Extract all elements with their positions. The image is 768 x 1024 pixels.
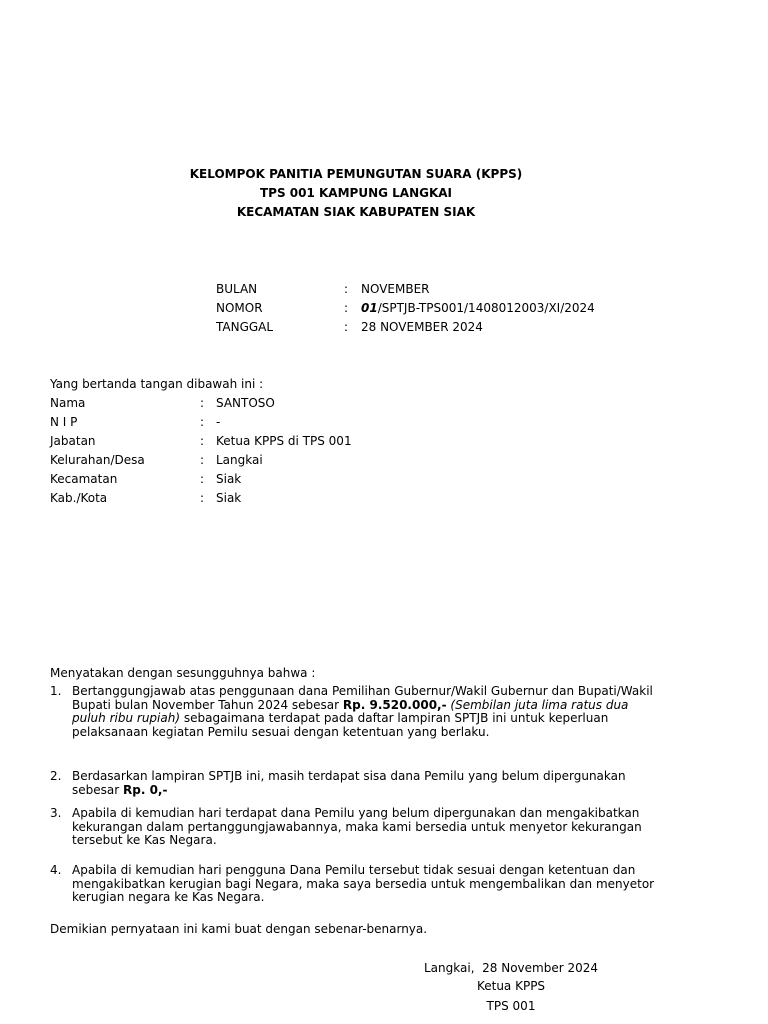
signatory-label: Kelurahan/Desa (50, 453, 145, 467)
item-number: 4. (50, 863, 62, 877)
bulan-colon: : (344, 282, 349, 296)
signatory-value: Langkai (216, 453, 263, 467)
signatory-value: Ketua KPPS di TPS 001 (216, 434, 352, 448)
signatory-row (50, 432, 450, 451)
item-text: Apabila di kemudian hari terdapat dana Pemilu yang belum dipergunakan dan mengakibatkan kekurangan dalam pertanggungjawabannya, maka kami bersedia untuk menyetor kekurangan tersebut ke Kas Negara. (72, 806, 642, 847)
statement-item-4 (50, 864, 670, 909)
statement-item-3 (50, 807, 670, 852)
signatory-intro: Yang bertanda tangan dibawah ini : (50, 377, 264, 391)
signatory-value: - (216, 415, 221, 429)
item-2-amount: Rp. 0,- (123, 782, 168, 797)
nomor-colon: : (344, 301, 349, 315)
signatory-row (50, 394, 450, 413)
tanggal-label: TANGGAL (216, 320, 274, 334)
meta-block (216, 280, 636, 340)
item-text: Apabila di kemudian hari pengguna Dana Pemilu tersebut tidak sesuai dengan ketentuan dan mengakibatkan kerugian bagi Negara, maka saya bersedia untuk mengembalikan dan menyetor kerugian negara ke Kas Negara. (72, 863, 655, 904)
tanggal-colon: : (344, 320, 349, 334)
item-1-amount: Rp. 9.520.000,- (342, 697, 447, 712)
signatory-value: Siak (216, 472, 242, 486)
signatory-row (50, 413, 450, 432)
nomor-value-number: 01 (361, 301, 378, 315)
item-text (72, 770, 662, 797)
tanggal-value: 28 NOVEMBER 2024 (361, 320, 483, 334)
header-line-2: TPS 001 KAMPUNG LANGKAI (259, 186, 453, 200)
nomor-label: NOMOR (216, 301, 263, 315)
signatory-row (50, 489, 450, 508)
header-line-1: KELOMPOK PANITIA PEMUNGUTAN SUARA (KPPS) (189, 167, 523, 181)
signatory-table (50, 394, 450, 508)
signature-role: Ketua KPPS (476, 979, 546, 993)
item-1-text-b: sebagaimana terdapat pada daftar lampiran SPTJB ini untuk keperluan pelaksanaan kegiatan Pemilu sesuai dengan ketentuan yang berlaku. (72, 711, 609, 739)
signatory-row (50, 451, 450, 470)
nomor-value (361, 299, 595, 318)
signatory-colon: : (200, 396, 205, 410)
signature-place-date: Langkai, 28 November 2024 (424, 961, 598, 975)
closing-statement: Demikian pernyataan ini kami buat dengan sebenar-benarnya. (50, 922, 428, 936)
signatory-label: Kab./Kota (50, 491, 108, 505)
signatory-colon: : (200, 434, 205, 448)
signatory-value: Siak (216, 491, 242, 505)
statement-intro: Menyatakan dengan sesungguhnya bahwa : (50, 666, 316, 680)
signatory-colon: : (200, 415, 205, 429)
item-text (72, 685, 662, 739)
signatory-label: Nama (50, 396, 86, 410)
signatory-value: SANTOSO (216, 396, 275, 410)
signatory-label: N I P (50, 415, 78, 429)
bulan-value: NOVEMBER (361, 282, 430, 296)
item-1-text-a: Bertanggungjawab atas penggunaan dana Pemilihan Gubernur/Wakil Gubernur dan Bupati/Wakil Bupati bulan November Tahun 2024 sebesar (72, 684, 653, 712)
signatory-label: Jabatan (50, 434, 96, 448)
item-1-amount-words: (Sembilan juta lima ratus dua puluh ribu rupiah) (72, 697, 629, 725)
bulan-label: BULAN (216, 282, 258, 296)
item-number: 2. (50, 769, 62, 783)
item-2-text: Berdasarkan lampiran SPTJB ini, masih terdapat sisa dana Pemilu yang belum dipergunakan sebesar (72, 769, 626, 797)
item-number: 1. (50, 684, 62, 698)
statement-item-2 (50, 770, 670, 800)
signatory-label: Kecamatan (50, 472, 118, 486)
item-number: 3. (50, 806, 62, 820)
statement-item-1 (50, 685, 670, 745)
signatory-colon: : (200, 472, 205, 486)
header-line-3: KECAMATAN SIAK KABUPATEN SIAK (236, 205, 476, 219)
signature-unit: TPS 001 (486, 999, 536, 1013)
nomor-value-code: /SPTJB-TPS001/1408012003/XI/2024 (377, 301, 595, 315)
signatory-colon: : (200, 491, 205, 505)
signatory-row (50, 470, 450, 489)
signatory-colon: : (200, 453, 205, 467)
